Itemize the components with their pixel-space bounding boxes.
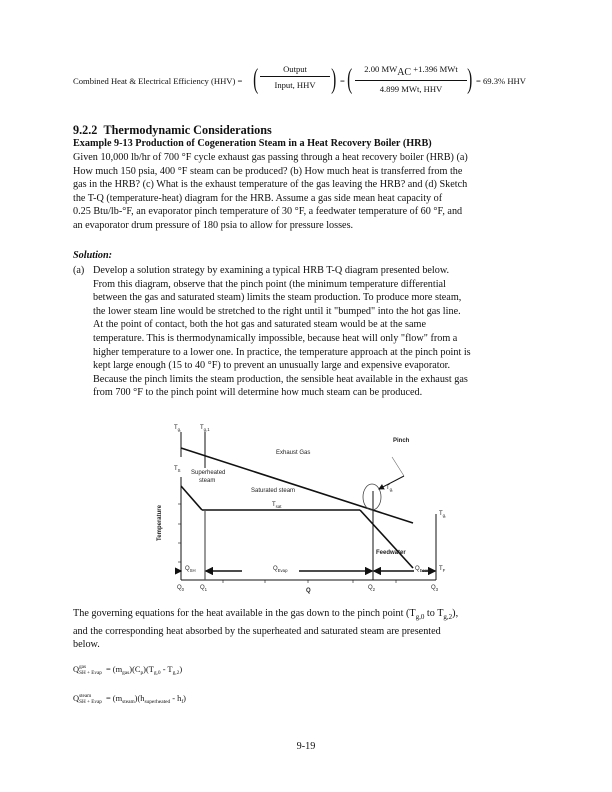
page-number: 9-19 <box>296 741 316 752</box>
text-line: temperature. This is thermodynamically impossible, because heat will only "flow" from a <box>93 332 458 344</box>
label-tg2: $T_{g,}$ <box>386 485 394 493</box>
label-ts: $T_S$ <box>174 466 181 474</box>
text-line: 0.25 Btu/lb-°F, an evaporator pinch temperature of 30 °F, a feedwater temperature of 60 °F, and <box>73 206 463 218</box>
label-qecon: $Q_{Econ}$ <box>415 566 430 574</box>
label-q1: $Q_1$ <box>200 585 208 593</box>
solution-item-body <box>93 264 471 400</box>
section-number: 9.2.2 <box>73 123 98 137</box>
text-line: kept large enough (15 to 40 °F) to prevent an unusually large and expensive evaporator. <box>93 360 451 372</box>
fraction-denominator: 4.899 MWt, HHV <box>379 84 443 94</box>
y-axis-label: Temperature <box>156 505 163 541</box>
text-line: from 700 °F to the pinch point will determine how much steam can be produced. <box>93 387 423 399</box>
example-title: Example 9-13 Production of Cogeneration Steam in a Heat Recovery Boiler (HRB) <box>73 138 432 149</box>
text-line: gas in the HRB? (c) What is the exhaust temperature of the gas leaving the HRB? and (d) Sketch <box>73 179 468 191</box>
label-tsat: $T_{sat}$ <box>272 502 282 510</box>
left-paren: ( <box>347 64 353 95</box>
label-exhaust-gas: Exhaust Gas <box>276 450 311 456</box>
text-line: between the gas and saturated steam) limits the steam production. To produce more steam, <box>93 292 462 304</box>
list-marker: (a) <box>73 265 85 276</box>
fraction-denominator: Input, HHV <box>274 80 316 90</box>
fraction-output-input <box>260 64 330 90</box>
text-line: higher temperature to a lower one. In practice, the temperature approach at the pinch point is <box>93 346 471 358</box>
right-paren: ) <box>467 64 473 95</box>
label-q2: $Q_2$ <box>368 585 376 593</box>
efficiency-result: = 69.3% HHV <box>476 76 526 86</box>
label-qevap: $Q_{Evap}$ <box>273 566 288 574</box>
left-paren: ( <box>253 64 259 95</box>
formula-gas-heat: Qgas SH + Evap = $(m_{gas})(C_p)(T_{g,0} - T_{g,2})$ <box>73 664 183 676</box>
fraction-numerator: Output <box>260 64 330 77</box>
numerator-electric: 2.00 MW <box>364 64 398 74</box>
label-q0: $Q_0$ <box>177 585 185 593</box>
text-line: and the corresponding heat absorbed by the superheated and saturated steam are presented <box>73 625 441 637</box>
label-qsh: $Q_{SH}$ <box>185 566 196 574</box>
efficiency-equation <box>73 60 553 100</box>
label-tf: $T_F$ <box>439 566 446 574</box>
label-tg1: $T_{g,1}$ <box>200 425 210 433</box>
subscript-ac: AC <box>397 67 412 78</box>
text-line: The governing equations for the heat available in the gas down to the pinch point ($T_{g,0}$ to $T_{g,2}$), <box>73 608 459 622</box>
text-line: Because the pinch limits the steam production, the sensible heat available in the exhaust gas <box>93 373 468 385</box>
efficiency-equation-label: Combined Heat & Electrical Efficiency (HHV) = <box>73 76 243 86</box>
fraction-numerator <box>355 64 467 81</box>
example-body <box>73 151 468 233</box>
text-line: From this diagram, observe that the pinch point (the minimum temperature differential <box>93 278 446 290</box>
label-pinch: Pinch <box>393 438 410 444</box>
numerator-thermal: +1.396 MWt <box>411 64 458 74</box>
label-q3: $Q_3$ <box>431 585 439 593</box>
label-feedwater: Feedwater <box>376 550 406 556</box>
section-title: Thermodynamic Considerations <box>103 123 272 137</box>
text-line: At the point of contact, both the hot gas and saturated steam would be at the same <box>93 319 426 331</box>
text-line: an evaporator drum pressure of 180 psia to allow for pressure losses. <box>73 219 354 231</box>
text-line: Develop a solution strategy by examining a typical HRB T-Q diagram presented below. <box>93 265 450 276</box>
formula-steam-heat: Qsteam SH + Evap = $(m_{steam})(h_{superheated} - h_f)$ <box>73 693 186 705</box>
label-tg0: $T_{g,}$ <box>174 425 182 433</box>
governing-paragraph <box>73 607 458 652</box>
fraction-values <box>355 64 467 94</box>
right-paren: ) <box>331 64 337 95</box>
solution-title: Solution: <box>73 250 113 261</box>
tq-diagram <box>156 420 460 600</box>
section-heading <box>73 123 272 138</box>
text-line: Given 10,000 lb/hr of 700 °F cycle exhaust gas passing through a heat recovery boiler (HRB) (a) <box>73 152 468 163</box>
x-axis-label: Q <box>306 588 311 594</box>
equals-sign: = <box>340 76 345 86</box>
label-tg3: $T_{g,}$ <box>439 511 447 519</box>
label-steam: steam <box>199 478 216 484</box>
text-line: below. <box>73 639 100 651</box>
label-superheated: Superheated <box>191 470 226 476</box>
label-saturated-steam: Saturated steam <box>251 488 296 494</box>
text-line: How much 150 psia, 400 °F steam can be produced? (b) How much heat is transferred from the <box>73 165 463 177</box>
text-line: the lower steam line would be stretched to the right until it "bumped" into the hot gas line. <box>93 305 461 317</box>
text-line: the T-Q (temperature-heat) diagram for the HRB. Assume a gas side mean heat capacity of <box>73 192 443 204</box>
